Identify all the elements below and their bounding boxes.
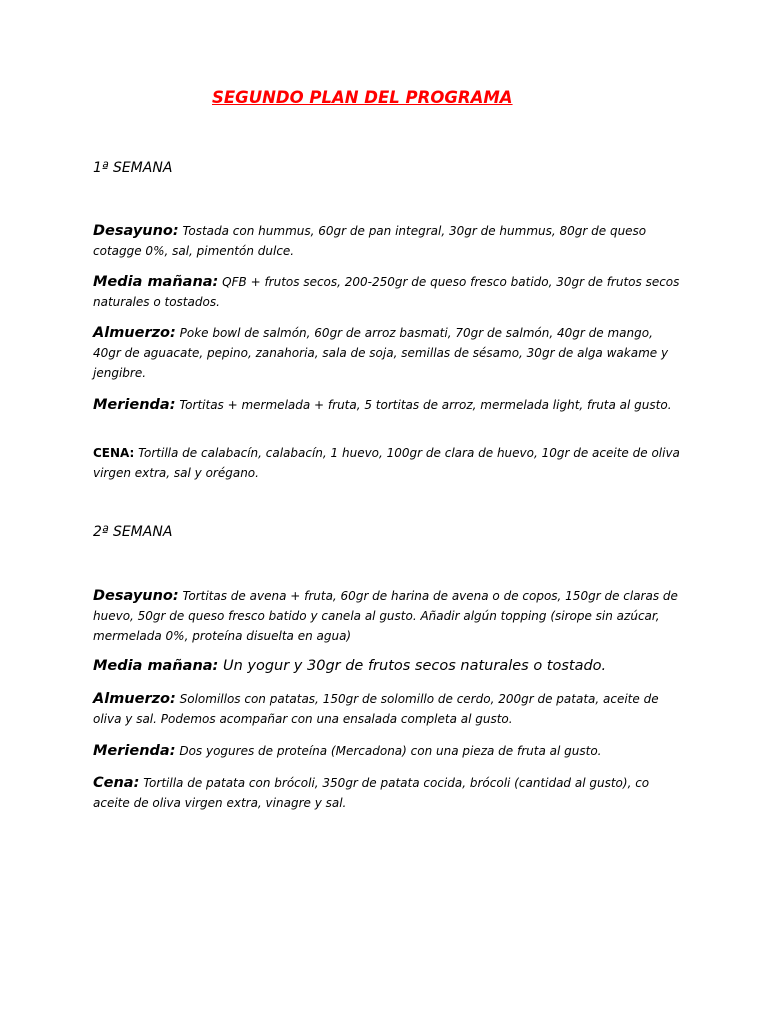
meal-label: Desayuno: <box>93 588 179 604</box>
document-title: SEGUNDO PLAN DEL PROGRAMA <box>212 88 513 107</box>
week-2-almuerzo <box>93 689 683 729</box>
meal-label: CENA: <box>93 446 135 460</box>
meal-label: Merienda: <box>93 397 176 413</box>
meal-text: Tortitas + mermelada + fruta, 5 tortitas de arroz, mermelada light, fruta al gusto. <box>175 398 672 412</box>
meal-text: Poke bowl de salmón, 60gr de arroz basmati, 70gr de salmón, 40gr de mango, 40gr de aguacate, pepino, zanahoria, sala de soja, semillas de sésamo, 30gr de alga wakame y jengibre. <box>93 326 669 380</box>
week-2-heading: 2ª SEMANA <box>93 524 173 540</box>
week-1-desayuno <box>93 221 683 261</box>
week-1-almuerzo <box>93 323 683 383</box>
week-1-media-manana <box>93 272 683 312</box>
meal-label: Cena: <box>93 775 140 791</box>
meal-text: Tortitas de avena + fruta, 60gr de harina de avena o de copos, 150gr de claras de huevo, 50gr de queso fresco batido y canela al gusto. Añadir algún topping (sirope sin azúcar, mermelada 0%, proteína disuelta en agua) <box>93 589 678 643</box>
meal-text: Tortilla de patata con brócoli, 350gr de patata cocida, brócoli (cantidad al gusto), co aceite de oliva virgen extra, vinagre y sal. <box>93 776 650 810</box>
week-2-media-manana <box>93 656 683 676</box>
week-2-cena <box>93 773 683 813</box>
week-2-desayuno <box>93 586 683 646</box>
meal-text: Tostada con hummus, 60gr de pan integral, 30gr de hummus, 80gr de queso cotagge 0%, sal, pimentón dulce. <box>93 224 647 258</box>
meal-label: Media mañana: <box>93 274 219 290</box>
week-2-merienda <box>93 741 683 761</box>
meal-label: Merienda: <box>93 743 176 759</box>
meal-text: QFB + frutos secos, 200-250gr de queso fresco batido, 30gr de frutos secos naturales o tostados. <box>93 275 680 309</box>
week-1-heading: 1ª SEMANA <box>93 160 173 176</box>
meal-text: Tortilla de calabacín, calabacín, 1 huevo, 100gr de clara de huevo, 10gr de aceite de oliva virgen extra, sal y orégano. <box>93 446 680 480</box>
meal-text: Dos yogures de proteína (Mercadona) con una pieza de fruta al gusto. <box>175 744 602 758</box>
meal-label: Almuerzo: <box>93 691 176 707</box>
meal-text: Un yogur y 30gr de frutos secos naturales o tostado. <box>218 658 607 674</box>
week-1-cena <box>93 443 683 483</box>
week-1-merienda <box>93 395 683 415</box>
meal-label: Media mañana: <box>93 658 219 674</box>
meal-label: Almuerzo: <box>93 325 176 341</box>
meal-label: Desayuno: <box>93 223 179 239</box>
meal-text: Solomillos con patatas, 150gr de solomillo de cerdo, 200gr de patata, aceite de oliva y sal. Podemos acompañar con una ensalada completa al gusto. <box>93 692 659 726</box>
